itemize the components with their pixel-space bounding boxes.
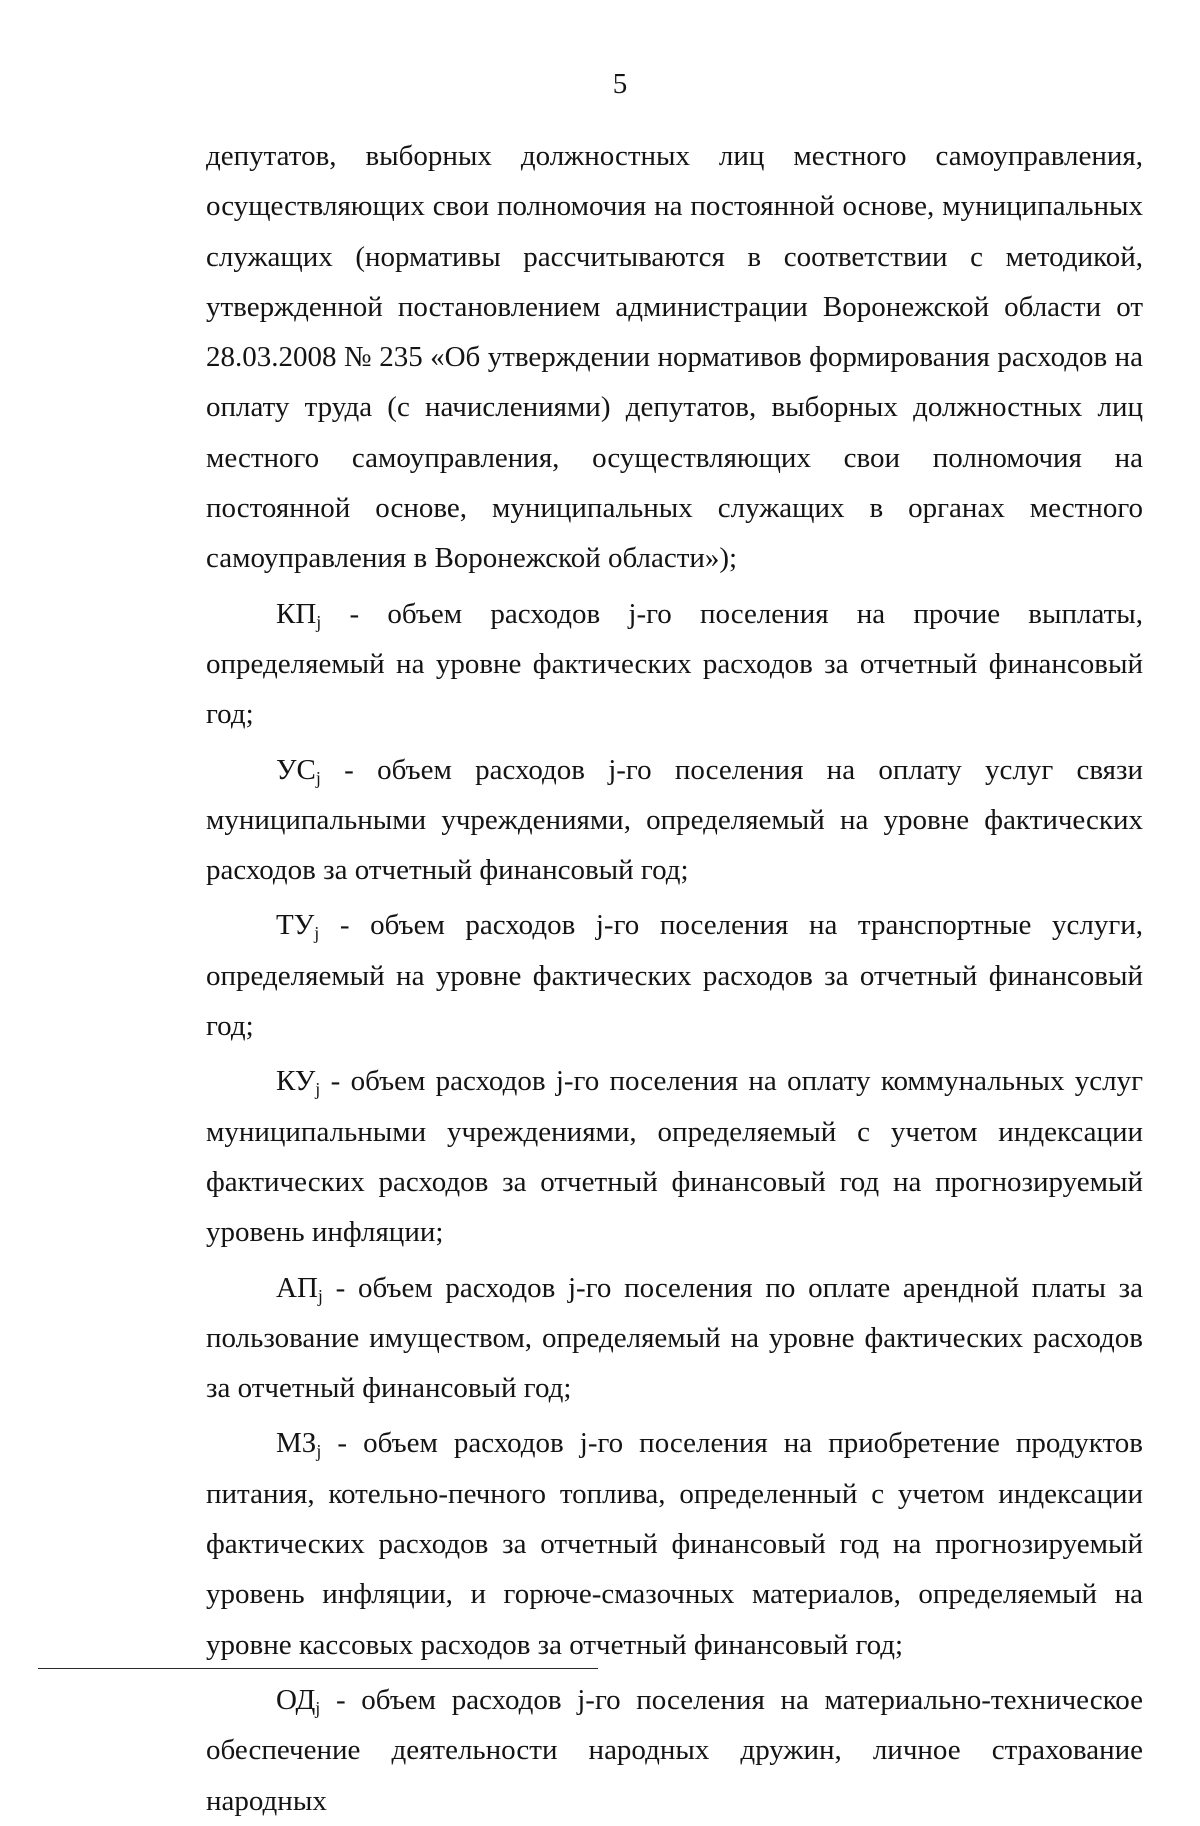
definition-subscript: j [315,1697,321,1718]
definition-symbol: МЗ [276,1427,317,1460]
definition-subscript: j [316,611,322,632]
definition-subscript: j [315,767,321,788]
definition-symbol: ТУ [276,909,315,942]
definition-symbol: АП [276,1271,318,1304]
document-body [206,131,1143,1826]
footer-divider [38,1668,598,1669]
definition-od [206,1675,1143,1826]
definition-us [206,745,1143,896]
definition-text: - объем расходов j-го поселения на оплату услуг связи муниципальными учреждениями, определяемый на уровне фактических расходов за отчетный финансовый год; [206,753,1143,887]
definition-text: - объем расходов j-го поселения на прочие выплаты, определяемый на уровне фактических расходов за отчетный финансовый год; [206,597,1143,731]
definition-symbol: УС [276,753,316,786]
definition-subscript: j [315,1079,321,1100]
definition-subscript: j [317,1285,323,1306]
definition-subscript: j [314,923,320,944]
definition-text: - объем расходов j-го поселения на приобретение продуктов питания, котельно-печного топлива, определенный с учетом индексации фактических расходов за отчетный финансовый год на прогнозируемый уровень инфляции, и горюче-смазочных материалов, определяемый на уровне кассовых расходов за отчетный финансовый год; [206,1427,1143,1661]
definition-mz [206,1418,1143,1669]
definition-symbol: КУ [276,1065,316,1098]
definition-ku [206,1056,1143,1257]
definition-ap [206,1263,1143,1414]
paragraph-continuation [206,131,1143,584]
definition-text: - объем расходов j-го поселения на оплату коммунальных услуг муниципальными учреждениями, определяемый с учетом индексации фактических расходов за отчетный финансовый год на прогнозируемый уровень инфляции; [206,1065,1143,1249]
definition-subscript: j [316,1441,322,1462]
definition-text: - объем расходов j-го поселения на материально-техническое обеспечение деятельности народных дружин, личное страхование народных [206,1683,1143,1817]
page-number: 5 [612,68,628,100]
definition-symbol: КП [276,597,317,630]
definition-symbol: ОД [276,1683,316,1716]
definition-text: - объем расходов j-го поселения по оплате арендной платы за пользование имуществом, определяемый на уровне фактических расходов за отчетный финансовый год; [206,1271,1143,1405]
definition-text: - объем расходов j-го поселения на транспортные услуги, определяемый на уровне фактических расходов за отчетный финансовый год; [206,909,1143,1043]
definition-kp [206,589,1143,740]
paragraph-text: депутатов, выборных должностных лиц местного самоуправления, осуществляющих свои полномочия на постоянной основе, муниципальных служащих (нормативы рассчитываются в соответствии с методикой, утвержденной постановлением администрации Воронежской области от 28.03.2008 № 235 «Об утверждении нормативов формирования расходов на оплату труда (с начислениями) депутатов, выборных должностных лиц местного самоуправления, осуществляющих свои полномочия на постоянной основе, муниципальных служащих в органах местного самоуправления в Воронежской области»); [206,140,1143,575]
definition-tu [206,900,1143,1051]
